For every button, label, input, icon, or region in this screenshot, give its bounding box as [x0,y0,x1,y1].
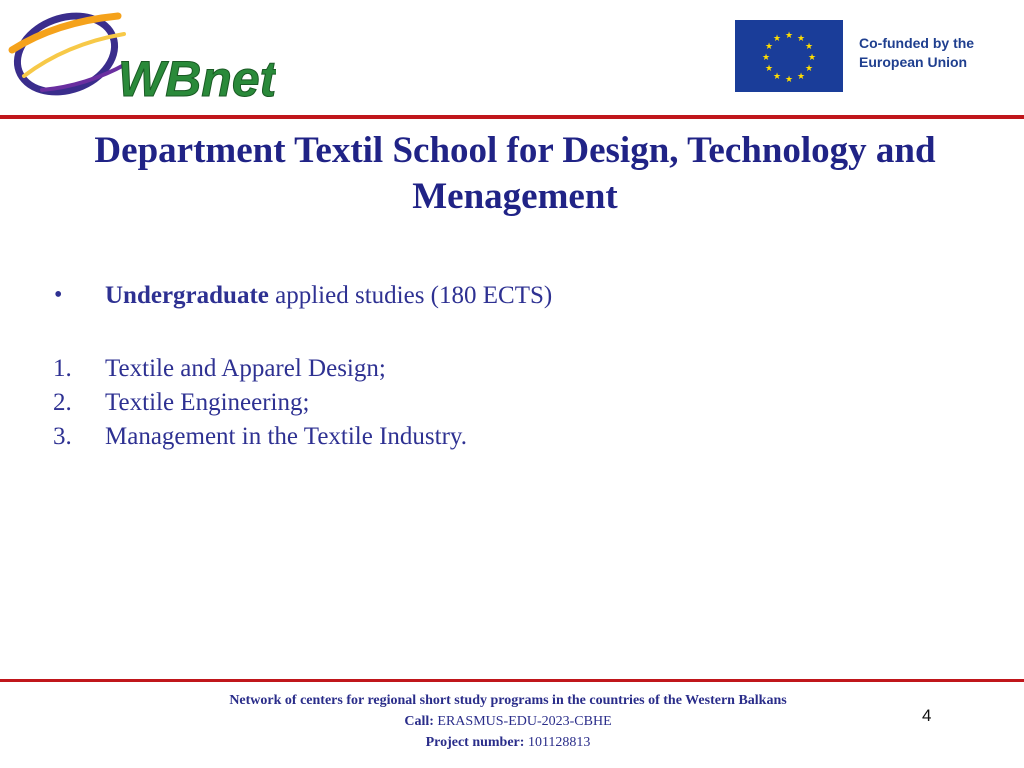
bullet-icon: • [54,282,63,308]
svg-text:★: ★ [772,34,782,44]
list-item [0,420,1024,454]
svg-text:★: ★ [804,42,814,52]
list-number: 2. [53,389,72,416]
footer-call [0,711,1016,732]
svg-text:★: ★ [796,72,806,82]
svg-text:★: ★ [761,53,771,63]
list-item [0,386,1024,420]
eu-line1: Co-funded by the [859,35,975,51]
bullet-rest: applied studies (180 ECTS) [268,282,553,309]
bullet-bold: Undergraduate [105,282,269,309]
wbnet-logo [6,4,276,104]
eu-stars [735,20,843,92]
slide-footer [0,690,1016,753]
eu-flag-icon [735,20,843,92]
svg-text:★: ★ [807,53,817,63]
footer-project-value: 101128813 [524,735,591,750]
eu-line2: European Union [859,54,968,70]
bullet-text [105,278,552,314]
list-text: Textile Engineering; [105,389,310,416]
header-divider [0,115,1024,119]
list-item [0,352,1024,386]
eu-cofunding-text [859,34,974,72]
eu-cofunding-badge [735,20,1005,92]
svg-text:★: ★ [764,64,774,74]
slide-title-line1: Department Textil School for Design, Technology and [94,130,936,171]
footer-project [0,732,1016,753]
list-text: Textile and Apparel Design; [105,355,386,382]
program-list [0,352,1024,454]
svg-text:★: ★ [796,34,806,44]
bullet-item [0,278,1024,314]
wbnet-logo-text: WBnet [118,51,276,104]
svg-text:★: ★ [772,72,782,82]
footer-call-label: Call: [404,714,434,729]
slide-title [20,128,1010,220]
svg-text:★: ★ [804,64,814,74]
footer-network-text: Network of centers for regional short study programs in the countries of the Western Balkans [229,693,787,708]
page-number: 4 [922,706,932,725]
list-number: 1. [53,355,72,382]
list-text: Management in the Textile Industry. [105,423,468,450]
footer-call-value: ERASMUS-EDU-2023-CBHE [433,714,612,729]
footer-project-label: Project number: [425,735,525,750]
svg-text:★: ★ [784,31,794,41]
list-number: 3. [53,423,72,450]
wbnet-logo-graphic [6,4,276,104]
footer-network [0,690,1016,711]
slide-title-line2: Menagement [412,176,618,217]
footer-divider [0,679,1024,682]
svg-text:★: ★ [784,75,794,85]
svg-text:★: ★ [764,42,774,52]
